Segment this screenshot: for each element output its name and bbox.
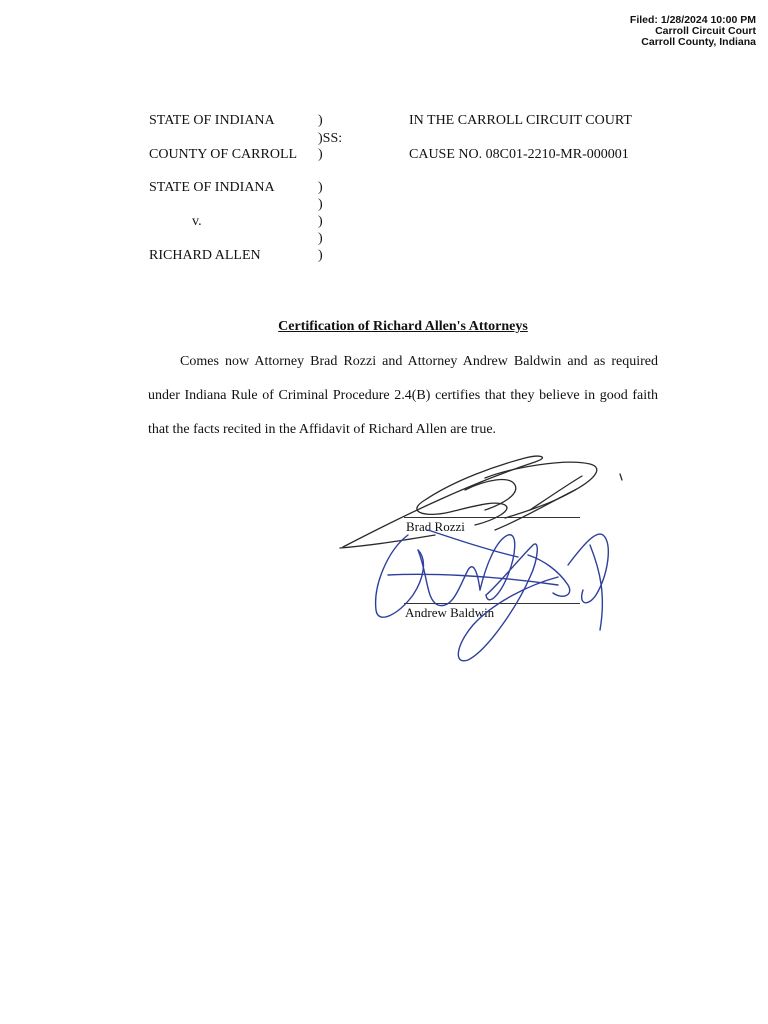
caption-paren: ) — [318, 180, 323, 195]
plaintiff-name: STATE OF INDIANA — [149, 180, 275, 195]
caption-paren: ) — [318, 231, 323, 246]
caption-state: STATE OF INDIANA — [149, 113, 275, 128]
filed-court: Carroll Circuit Court — [655, 25, 756, 37]
caption-paren: ) — [318, 113, 323, 128]
caption-paren: ) — [318, 248, 323, 263]
signer-name-rozzi: Brad Rozzi — [406, 519, 465, 534]
filed-date: Filed: 1/28/2024 10:00 PM — [629, 14, 756, 26]
caption-county: COUNTY OF CARROLL — [149, 147, 298, 162]
cause-number: CAUSE NO. 08C01-2210-MR-000001 — [409, 147, 629, 162]
filed-county: Carroll County, Indiana — [641, 36, 756, 48]
caption-ss: )SS: — [318, 131, 343, 146]
court-name: IN THE CARROLL CIRCUIT COURT — [409, 113, 632, 128]
versus-label: v. — [192, 214, 202, 229]
baldwin-signature — [368, 515, 628, 665]
certification-paragraph: Comes now Attorney Brad Rozzi and Attorney Andrew Baldwin and as required under Indiana Rule of Criminal Procedure 2.4(B) certifies that they believe in good faith that the facts recited in the Affidavit of Richard Allen are true. — [148, 354, 658, 437]
defendant-name: RICHARD ALLEN — [149, 248, 261, 263]
caption-paren: ) — [318, 147, 323, 162]
caption-paren: ) — [318, 197, 323, 212]
document-title: Certification of Richard Allen's Attorneys — [278, 319, 528, 334]
caption-paren: ) — [318, 214, 323, 229]
filed-stamp — [630, 15, 756, 48]
signer-name-baldwin: Andrew Baldwin — [405, 605, 495, 620]
